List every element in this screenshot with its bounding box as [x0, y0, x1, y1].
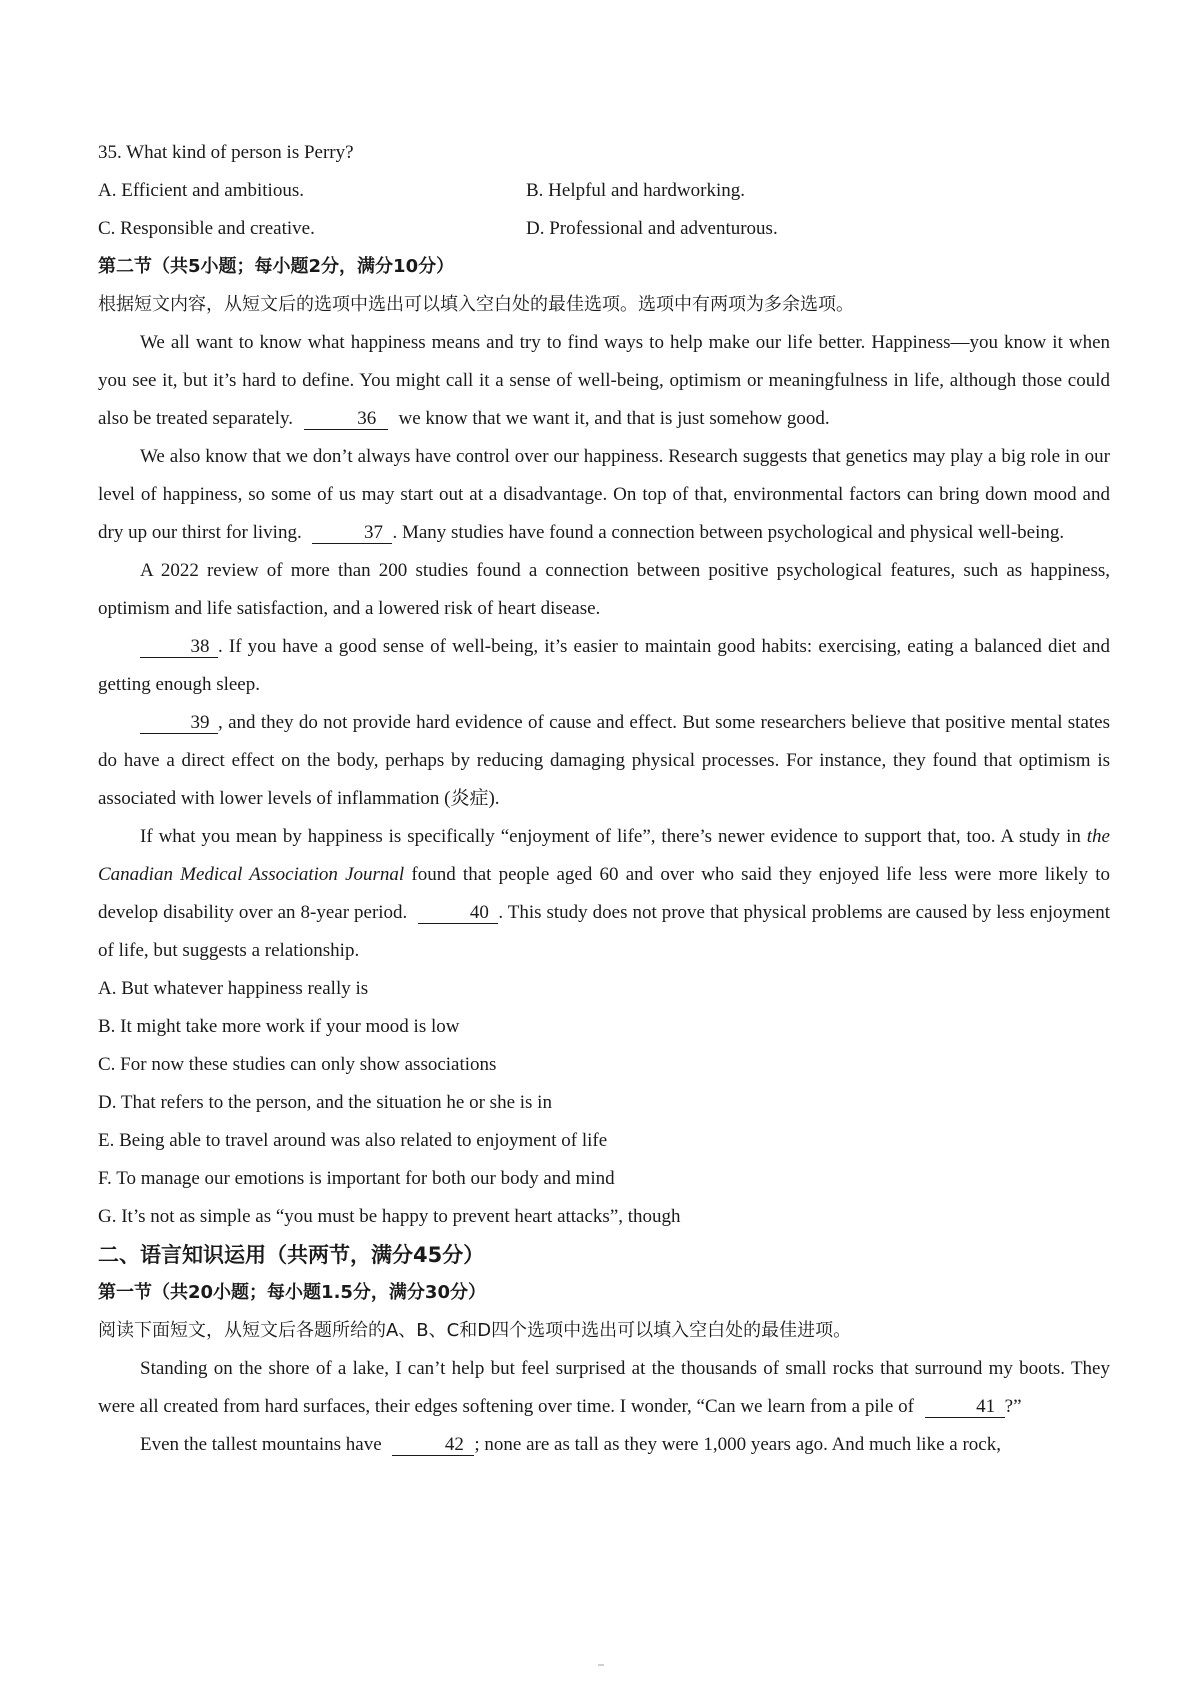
part-2-section-1-title: 第一节（共20小题；每小题1.5分，满分30分）	[98, 1282, 486, 1303]
paragraph-text: , and they do not provide hard evidence of cause and effect. But some researchers believe that positive mental states do have a direct effect on the body, perhaps by reducing damaging physical processes. For instance, they found that optimism is associated with lower levels of inflammation (炎症).	[98, 712, 1110, 809]
question-35-options-row1	[98, 172, 1110, 210]
blank-37: 37	[312, 523, 392, 544]
paragraph-text: ; none are as tall as they were 1,000 years ago. And much like a rock,	[474, 1434, 1001, 1455]
passage-paragraph-4	[98, 628, 1110, 704]
option-d: D. That refers to the person, and the situation he or she is in	[98, 1092, 552, 1113]
paragraph-text: We all want to know what happiness means and try to find ways to help make our life better. Happiness—you know it when you see it, but it’s hard to define. You might call it a sense of well-being, optimism or meaningfulness in life, although those could also be treated separately.	[98, 332, 1110, 429]
passage-paragraph-2	[98, 438, 1110, 552]
blank-39: 39	[140, 713, 218, 734]
blank-40: 40	[418, 903, 498, 924]
paragraph-text: found that people aged 60 and over who said they enjoyed life less were more likely to develop disability over an 8-year period.	[98, 864, 1110, 923]
cloze-paragraph-2	[98, 1426, 1110, 1464]
paragraph-text: . Many studies have found a connection between psychological and physical well-being.	[392, 522, 1065, 543]
option-b: B. Helpful and hardworking.	[526, 180, 745, 201]
cloze-paragraph-1	[98, 1350, 1110, 1426]
option-c: C. For now these studies can only show associations	[98, 1054, 497, 1075]
paragraph-text: ?”	[1004, 1396, 1022, 1417]
footer-mark	[598, 1664, 604, 1666]
option-a: A. But whatever happiness really is	[98, 978, 369, 999]
option-d: D. Professional and adventurous.	[526, 218, 778, 239]
section-2-instruction: 根据短文内容，从短文后的选项中选出可以填入空白处的最佳选项。选项中有两项为多余选项。	[98, 294, 854, 315]
blank-36: 36	[304, 409, 388, 430]
option-g: G. It’s not as simple as “you must be happy to prevent heart attacks”, though	[98, 1206, 681, 1227]
paragraph-text: Standing on the shore of a lake, I can’t help but feel surprised at the thousands of small rocks that surround my boots. They were all created from hard surfaces, their edges softening over time. I wonder, “Can we learn from a pile of	[98, 1358, 1110, 1417]
document-body	[98, 134, 1110, 1464]
blank-41: 41	[925, 1397, 1005, 1418]
part-2-title: 二、语言知识运用（共两节，满分45分）	[98, 1243, 485, 1267]
paragraph-text: We also know that we don’t always have control over our happiness. Research suggests that genetics may play a big role in our level of happiness, so some of us may start out at a disadvantage. On top of that, environmental factors can bring down mood and dry up our thirst for living.	[98, 446, 1110, 543]
blank-38: 38	[140, 637, 218, 658]
paragraph-text: . This study does not prove that physical problems are caused by less enjoyment of life, but suggests a relationship.	[98, 902, 1110, 961]
option-b: B. It might take more work if your mood is low	[98, 1016, 460, 1037]
passage-paragraph-5	[98, 704, 1110, 818]
section-2-title: 第二节（共5小题；每小题2分，满分10分）	[98, 256, 455, 277]
passage-paragraph-3	[98, 552, 1110, 628]
option-c: C. Responsible and creative.	[98, 218, 315, 239]
paragraph-text: A 2022 review of more than 200 studies found a connection between positive psychological features, such as happiness, optimism and life satisfaction, and a lowered risk of heart disease.	[98, 560, 1110, 619]
option-e: E. Being able to travel around was also related to enjoyment of life	[98, 1130, 608, 1151]
option-f: F. To manage our emotions is important for both our body and mind	[98, 1168, 615, 1189]
passage-paragraph-6	[98, 818, 1110, 970]
paragraph-text: . If you have a good sense of well-being, it’s easier to maintain good habits: exercising, eating a balanced diet and getting enough sleep.	[98, 636, 1110, 695]
paragraph-text: If what you mean by happiness is specifically “enjoyment of life”, there’s newer evidence to support that, too. A study in	[140, 826, 1081, 847]
part-2-instruction: 阅读下面短文，从短文后各题所给的A、B、C和D四个选项中选出可以填入空白处的最佳进项。	[98, 1320, 852, 1341]
paragraph-text: we know that we want it, and that is just somehow good.	[398, 408, 830, 429]
paragraph-text: Even the tallest mountains have	[140, 1434, 382, 1455]
question-35-options-row2	[98, 210, 1110, 248]
journal-title: the Canadian Medical Association Journal	[98, 826, 1110, 885]
option-a: A. Efficient and ambitious.	[98, 180, 304, 201]
passage-paragraph-1	[98, 324, 1110, 438]
question-35-stem: 35. What kind of person is Perry?	[98, 142, 354, 163]
blank-42: 42	[392, 1435, 474, 1456]
